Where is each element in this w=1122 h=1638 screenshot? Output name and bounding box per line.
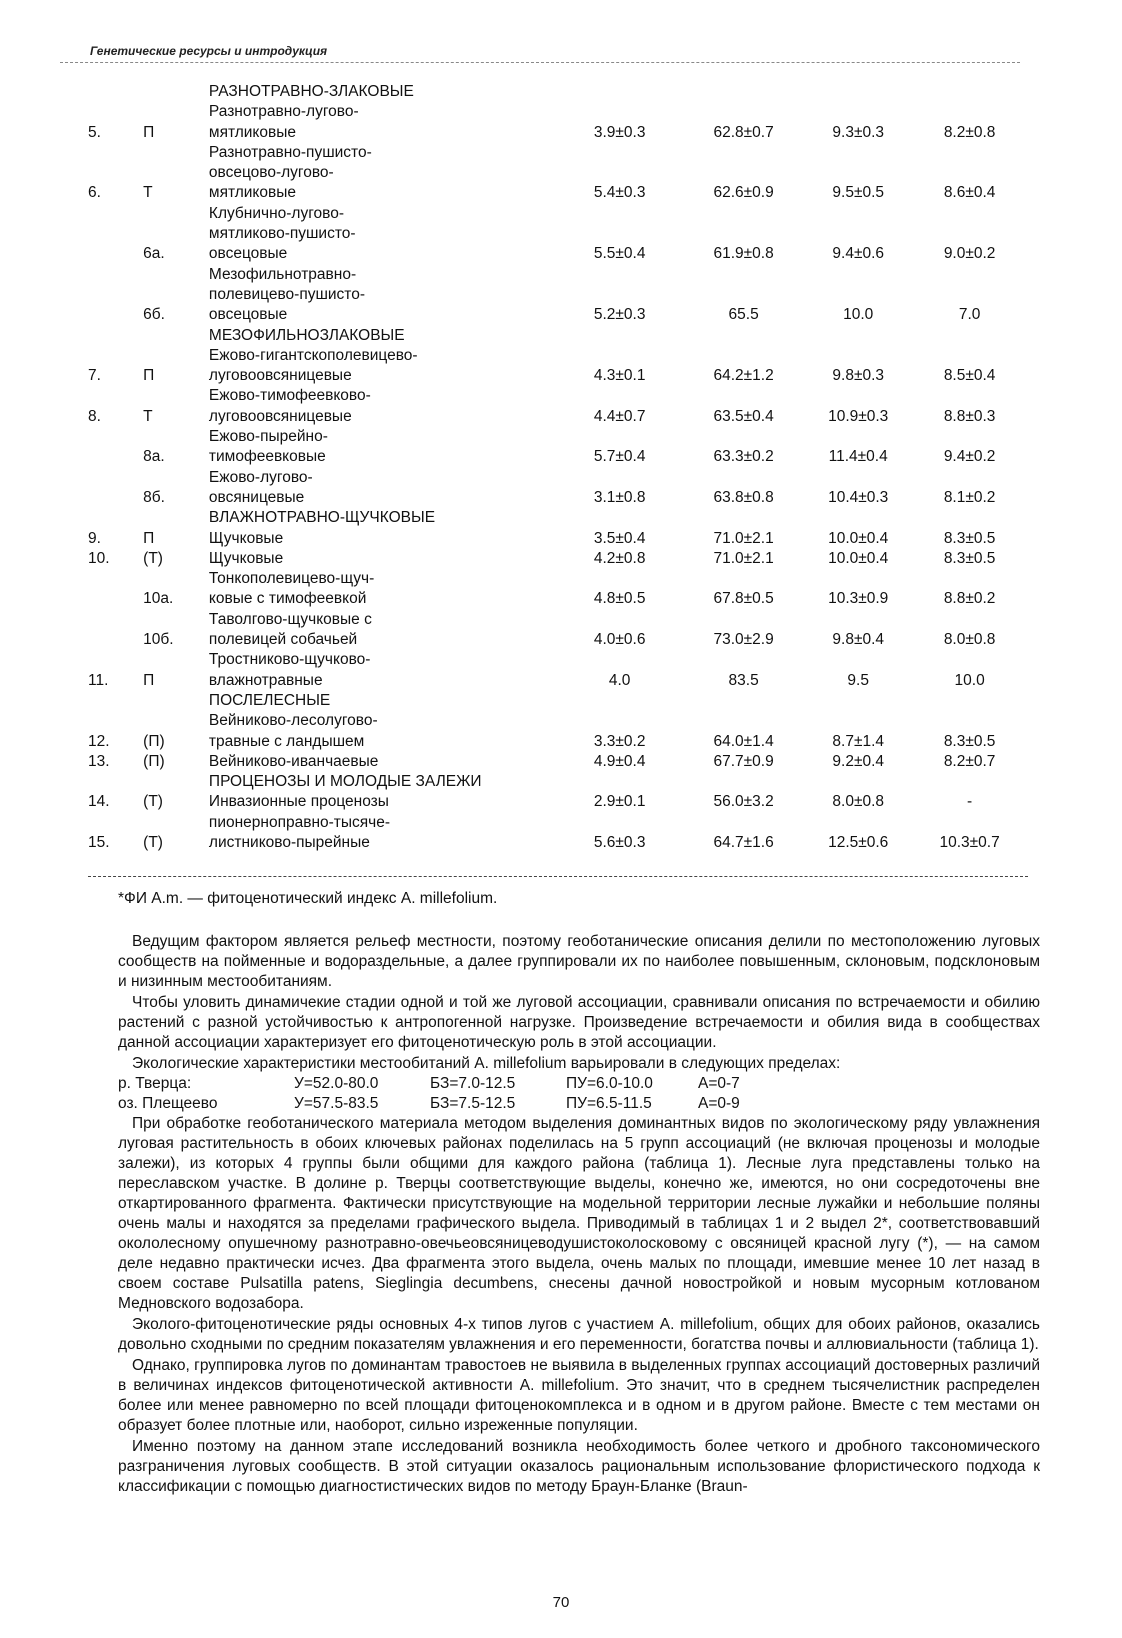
row-number: [88, 569, 143, 610]
association-name-line: луговоовсяницевые: [208, 367, 352, 385]
row-code: (Т): [143, 833, 163, 851]
table-row: [88, 650, 1028, 691]
value-col-2: 71.0±2.1: [713, 529, 774, 547]
eco-bz: БЗ=7.0-12.5: [430, 1075, 516, 1092]
association-name: [209, 468, 527, 509]
value-col-1: 5.5±0.4: [593, 245, 646, 263]
association-name-line: Разнотравно-пушисто-: [208, 143, 372, 161]
row-code: Т: [143, 184, 153, 202]
association-name-line: луговоовсяницевые: [208, 407, 352, 425]
paragraph: Чтобы уловить динамичекие стадии одной и той же луговой ассоциации, сравнивали описания по встречаемости и обилию растений с разной устойчивостью к антропогенной нагрузке. Произведение встречаемости и обилия вида в сообществах данной ассоциации характеризует его фитоценотическую роль в этой ассоциации.: [118, 994, 1040, 1051]
table-row: [88, 102, 1028, 143]
row-number: 11.: [88, 671, 109, 689]
table-row: [88, 386, 1028, 427]
association-name-line: Щучковые: [208, 549, 284, 567]
association-name: [209, 569, 527, 610]
eco-site: р. Тверца:: [118, 1075, 192, 1092]
association-name-line: овсецово-лугово-: [208, 164, 334, 182]
table-footnote: *ФИ A.m. — фитоценотический индекс A. millefolium.: [118, 890, 498, 907]
table-row: [88, 610, 1028, 651]
association-name: [209, 386, 527, 427]
value-col-4: 8.3±0.5: [943, 529, 996, 547]
value-col-3: 10.0±0.4: [828, 549, 889, 567]
paragraph: Однако, группировка лугов по доминантам травостоев не выявила в выделенных группах ассоциаций достоверных различий в величинах индексов фитоценотической активности A. millefolium. Это значит, что в среднем тысячелистник распределен более или менее равномерно по всей площади фитоценокомплекса и в одном и в другом районе. Вместе с тем местами он образует более плотные или, наоборот, сильно изреженные популяции.: [118, 1357, 1040, 1434]
row-code: (Т): [143, 549, 163, 567]
eco-ranges: [118, 1074, 1040, 1114]
association-name-line: овсяницевые: [208, 488, 305, 506]
paragraph: Именно поэтому на данном этапе исследований возникла необходимость более четкого и дробного таксономического разграничения луговых сообществ. В этой ситуации оказалось рациональным использование флористического подхода к классификации с помощью диагностистических видов по методу Браун-Бланке (Braun-: [118, 1438, 1040, 1495]
value-col-4: 10.0: [954, 671, 985, 689]
paragraph: Ведущим фактором является рельеф местности, поэтому геоботанические описания делили по местоположению луговых сообществ на пойменные и водораздельные, а далее группировали их по наиболее повышенным, склоновым, подсклоновым и низинным местообитаниям.: [118, 933, 1040, 990]
value-col-3: 10.9±0.3: [828, 407, 889, 425]
value-col-4: 8.8±0.2: [943, 590, 996, 608]
header-rule: [60, 62, 1020, 63]
value-col-3: 9.2±0.4: [832, 752, 884, 770]
association-name-line: Вейниково-иванчаевые: [208, 752, 379, 770]
association-name-line: листниково-пырейные: [208, 833, 370, 851]
value-col-3: 9.5±0.5: [832, 184, 884, 202]
value-col-2: 61.9±0.8: [713, 245, 774, 263]
value-col-4: 8.2±0.7: [943, 752, 996, 770]
value-col-3: 9.4±0.6: [832, 245, 884, 263]
table-body: [88, 82, 1028, 853]
row-code: Т: [143, 407, 153, 425]
page-number: 70: [552, 1594, 570, 1611]
group-header: ПРОЦЕНОЗЫ И МОЛОДЫЕ ЗАЛЕЖИ: [208, 773, 482, 791]
table-row: [88, 792, 1028, 812]
association-name: [209, 143, 527, 204]
value-col-3: 9.8±0.3: [832, 367, 884, 385]
eco-pu: ПУ=6.0-10.0: [566, 1075, 653, 1092]
row-code: (Т): [143, 793, 163, 811]
value-col-4: 8.6±0.4: [943, 184, 996, 202]
value-col-3: 10.4±0.3: [828, 488, 889, 506]
group-header-row: [88, 326, 1028, 346]
paragraph: Экологические характеристики местообитаний A. millefolium варьировали в следующих пределах:: [132, 1055, 841, 1072]
row-code: 10а.: [143, 590, 174, 608]
table-row: [88, 265, 1028, 326]
value-col-2: 62.8±0.7: [713, 123, 774, 141]
association-name: [209, 752, 527, 772]
row-number: 5.: [88, 123, 101, 141]
eco-u: У=52.0-80.0: [294, 1075, 379, 1092]
association-name-line: Ежово-тимофеевково-: [208, 387, 371, 405]
value-col-4: 8.2±0.8: [943, 123, 996, 141]
group-header-row: [88, 772, 1028, 792]
value-col-2: 64.2±1.2: [713, 367, 774, 385]
association-name-line: мятликовые: [208, 123, 297, 141]
table-row: [88, 549, 1028, 569]
row-code: 6б.: [143, 306, 165, 324]
association-name-line: Разнотравно-лугово-: [208, 103, 359, 121]
row-code: 6а.: [143, 245, 165, 263]
value-col-1: 4.9±0.4: [593, 752, 646, 770]
row-code: П: [143, 671, 155, 689]
association-name: [209, 204, 527, 265]
association-name: [209, 650, 527, 691]
value-col-3: 9.5: [847, 671, 869, 689]
paragraph: Эколого-фитоценотические ряды основных 4-х типов лугов с участием A. millefolium, общих для обоих районов, оказались довольно сходными по средним показателям увлажнения и его переменности, богатства почвы и аллювиальности (таблица 1).: [118, 1316, 1040, 1353]
table-row: [88, 752, 1028, 772]
value-col-1: 3.9±0.3: [593, 123, 646, 141]
eco-row-tvertsa: [118, 1074, 1040, 1094]
association-name: [209, 813, 527, 854]
association-name-line: овсецовые: [208, 306, 288, 324]
running-header: Генетические ресурсы и интродукция: [90, 44, 328, 58]
value-col-3: 10.0±0.4: [828, 529, 889, 547]
group-header-row: [88, 82, 1028, 102]
association-name-line: овсецовые: [208, 245, 288, 263]
value-col-1: 5.7±0.4: [593, 448, 646, 466]
association-name-line: полевицево-пушисто-: [208, 285, 366, 303]
row-number: [88, 468, 143, 509]
row-code: 10б.: [143, 631, 174, 649]
table-row: [88, 468, 1028, 509]
row-number: 15.: [88, 833, 110, 851]
group-header: ВЛАЖНОТРАВНО-ЩУЧКОВЫЕ: [208, 509, 436, 527]
value-col-1: 4.0: [608, 671, 631, 689]
association-name-line: мятликово-пушисто-: [208, 225, 356, 243]
value-col-1: 5.2±0.3: [593, 306, 646, 324]
table-row: [88, 529, 1028, 549]
group-header: МЕЗОФИЛЬНОЗЛАКОВЫЕ: [208, 326, 405, 344]
table-row: [88, 143, 1028, 204]
value-col-2: 73.0±2.9: [713, 631, 774, 649]
value-col-1: 5.6±0.3: [593, 833, 646, 851]
value-col-2: 62.6±0.9: [713, 184, 774, 202]
value-col-1: 5.4±0.3: [593, 184, 646, 202]
association-name-line: Тонкополевицево-щуч-: [208, 570, 375, 588]
eco-u: У=57.5-83.5: [294, 1095, 379, 1112]
row-code: П: [143, 123, 155, 141]
value-col-3: 10.0: [843, 306, 874, 324]
association-name: [209, 427, 527, 468]
row-code: (П): [143, 732, 165, 750]
row-number: [88, 265, 143, 326]
association-name-line: мятликовые: [208, 184, 297, 202]
value-col-4: 8.1±0.2: [943, 488, 996, 506]
association-name: [209, 711, 527, 752]
value-col-4: 9.4±0.2: [943, 448, 996, 466]
group-header-row: [88, 691, 1028, 711]
body-text: [118, 932, 1040, 1498]
value-col-2: 63.5±0.4: [713, 407, 774, 425]
value-col-4: 8.3±0.5: [943, 732, 996, 750]
association-name-line: травные с ландышем: [208, 732, 365, 750]
value-col-4: 9.0±0.2: [943, 245, 996, 263]
association-name: [209, 610, 527, 651]
value-col-1: 3.1±0.8: [593, 488, 646, 506]
association-name-line: пионерноправно-тысяче-: [208, 813, 391, 831]
value-col-3: 9.8±0.4: [832, 631, 884, 649]
table-row: [88, 346, 1028, 387]
row-number: 7.: [88, 367, 101, 385]
paragraph: При обработке геоботанического материала методом выделения доминантных видов по экологическому ряду увлажнения луговая растительность в обоих ключевых районах поделилась на 5 групп ассоциаций (не включая проценозы и молодые залежи), из которых 4 группы были общими для каждого района (таблица 1). Лесные луга представлены только на переславском участке. В долине р. Тверцы соответствующие выделы, конечно же, имеются, но они сосредоточены вне откартированного фрагмента. Фактически присутствующие на модельной территории лесные лужайки и небольшие поляны очень малы и находятся за пределами графического выдела. Приводимый в таблицах 1 и 2 выдел 2*, соответствовавший окололесному опушечному разнотравно-овечьеовсяницеводушистоколосковому с овсяницей красной лугу (*), — на самом деле недавно практически исчез. Два фрагмента этого выдела, очень малых по площади, имевшие менее 10 лет назад в своем составе Pulsatilla patens, Sieglingia decumbens, снесены дачной новостройкой и новым мусорным котлованом Медновского водозабора.: [118, 1115, 1040, 1312]
row-number: 6.: [88, 184, 101, 202]
value-col-2: 67.7±0.9: [713, 752, 774, 770]
row-number: [88, 427, 143, 468]
value-col-1: 3.3±0.2: [593, 732, 646, 750]
association-name: [209, 792, 527, 812]
value-col-2: 71.0±2.1: [713, 549, 774, 567]
data-table: [88, 82, 1028, 853]
row-number: 14.: [88, 793, 110, 811]
row-number: 10.: [88, 549, 110, 567]
group-header-row: [88, 508, 1028, 528]
eco-pu: ПУ=6.5-11.5: [566, 1095, 652, 1112]
association-name-line: ковые с тимофеевкой: [208, 590, 367, 608]
value-col-3: 9.3±0.3: [832, 123, 884, 141]
association-name: [209, 265, 527, 326]
row-code: П: [143, 367, 155, 385]
table-row: [88, 427, 1028, 468]
value-col-1: 4.4±0.7: [593, 407, 646, 425]
association-name-line: Ежово-пырейно-: [208, 428, 328, 446]
association-name: [209, 346, 527, 387]
eco-site: оз. Плещеево: [118, 1095, 218, 1112]
association-name-line: тимофеевковые: [208, 448, 326, 466]
association-name-line: Таволгово-щучковые с: [208, 610, 372, 628]
value-col-3: 8.0±0.8: [832, 793, 884, 811]
row-code: 8б.: [143, 488, 165, 506]
association-name-line: Ежово-лугово-: [208, 468, 313, 486]
value-col-4: -: [967, 793, 973, 811]
value-col-3: 11.4±0.4: [828, 448, 888, 466]
association-name: [209, 102, 527, 143]
row-number: 9.: [88, 529, 101, 547]
value-col-1: 4.3±0.1: [593, 367, 646, 385]
eco-a: А=0-7: [698, 1075, 740, 1092]
value-col-4: 8.8±0.3: [943, 407, 996, 425]
value-col-2: 64.7±1.6: [713, 833, 774, 851]
table-bottom-rule: [88, 876, 1028, 877]
row-code: П: [143, 529, 155, 547]
value-col-2: 63.8±0.8: [713, 488, 774, 506]
value-col-2: 64.0±1.4: [713, 732, 774, 750]
eco-bz: БЗ=7.5-12.5: [430, 1095, 516, 1112]
association-name-line: Клубнично-лугово-: [208, 204, 345, 222]
value-col-4: 8.3±0.5: [943, 549, 996, 567]
association-name: [209, 529, 527, 549]
row-code: (П): [143, 752, 165, 770]
group-header: ПОСЛЕЛЕСНЫЕ: [208, 691, 331, 709]
eco-row-pleshcheevo: [118, 1094, 1040, 1114]
row-number: 12.: [88, 732, 110, 750]
association-name-line: Щучковые: [208, 529, 284, 547]
association-name-line: Тростниково-щучково-: [208, 651, 371, 669]
value-col-4: 7.0: [958, 306, 981, 324]
value-col-4: 8.5±0.4: [943, 367, 996, 385]
value-col-4: 10.3±0.7: [939, 833, 1000, 851]
value-col-1: 4.0±0.6: [593, 631, 646, 649]
group-header: РАЗНОТРАВНО-ЗЛАКОВЫЕ: [208, 83, 414, 100]
value-col-3: 10.3±0.9: [828, 590, 889, 608]
value-col-3: 8.7±1.4: [832, 732, 884, 750]
association-name-line: влажнотравные: [208, 671, 323, 689]
row-number: [88, 204, 143, 265]
row-number: 8.: [88, 407, 101, 425]
row-code: 8а.: [143, 448, 165, 466]
value-col-2: 65.5: [728, 306, 759, 324]
association-name: [209, 549, 527, 569]
value-col-2: 67.8±0.5: [713, 590, 774, 608]
value-col-2: 63.3±0.2: [713, 448, 774, 466]
value-col-1: 2.9±0.1: [593, 793, 646, 811]
association-name-line: Ежово-гигантскополевицево-: [208, 346, 418, 364]
row-number: 13.: [88, 752, 110, 770]
table-row: [88, 711, 1028, 752]
table-row: [88, 204, 1028, 265]
value-col-2: 83.5: [728, 671, 759, 689]
value-col-1: 3.5±0.4: [593, 529, 646, 547]
value-col-1: 4.8±0.5: [593, 590, 646, 608]
table-row: [88, 569, 1028, 610]
value-col-4: 8.0±0.8: [943, 631, 996, 649]
table-row: [88, 813, 1028, 854]
value-col-3: 12.5±0.6: [828, 833, 889, 851]
association-name-line: полевицей собачьей: [208, 631, 358, 649]
association-name-line: Мезофильнотравно-: [208, 265, 357, 283]
association-name-line: Инвазионные проценозы: [208, 793, 389, 811]
association-name-line: Вейниково-лесолугово-: [208, 712, 378, 730]
value-col-1: 4.2±0.8: [593, 549, 646, 567]
value-col-2: 56.0±3.2: [713, 793, 774, 811]
eco-a: А=0-9: [698, 1095, 740, 1112]
row-number: [88, 610, 143, 651]
